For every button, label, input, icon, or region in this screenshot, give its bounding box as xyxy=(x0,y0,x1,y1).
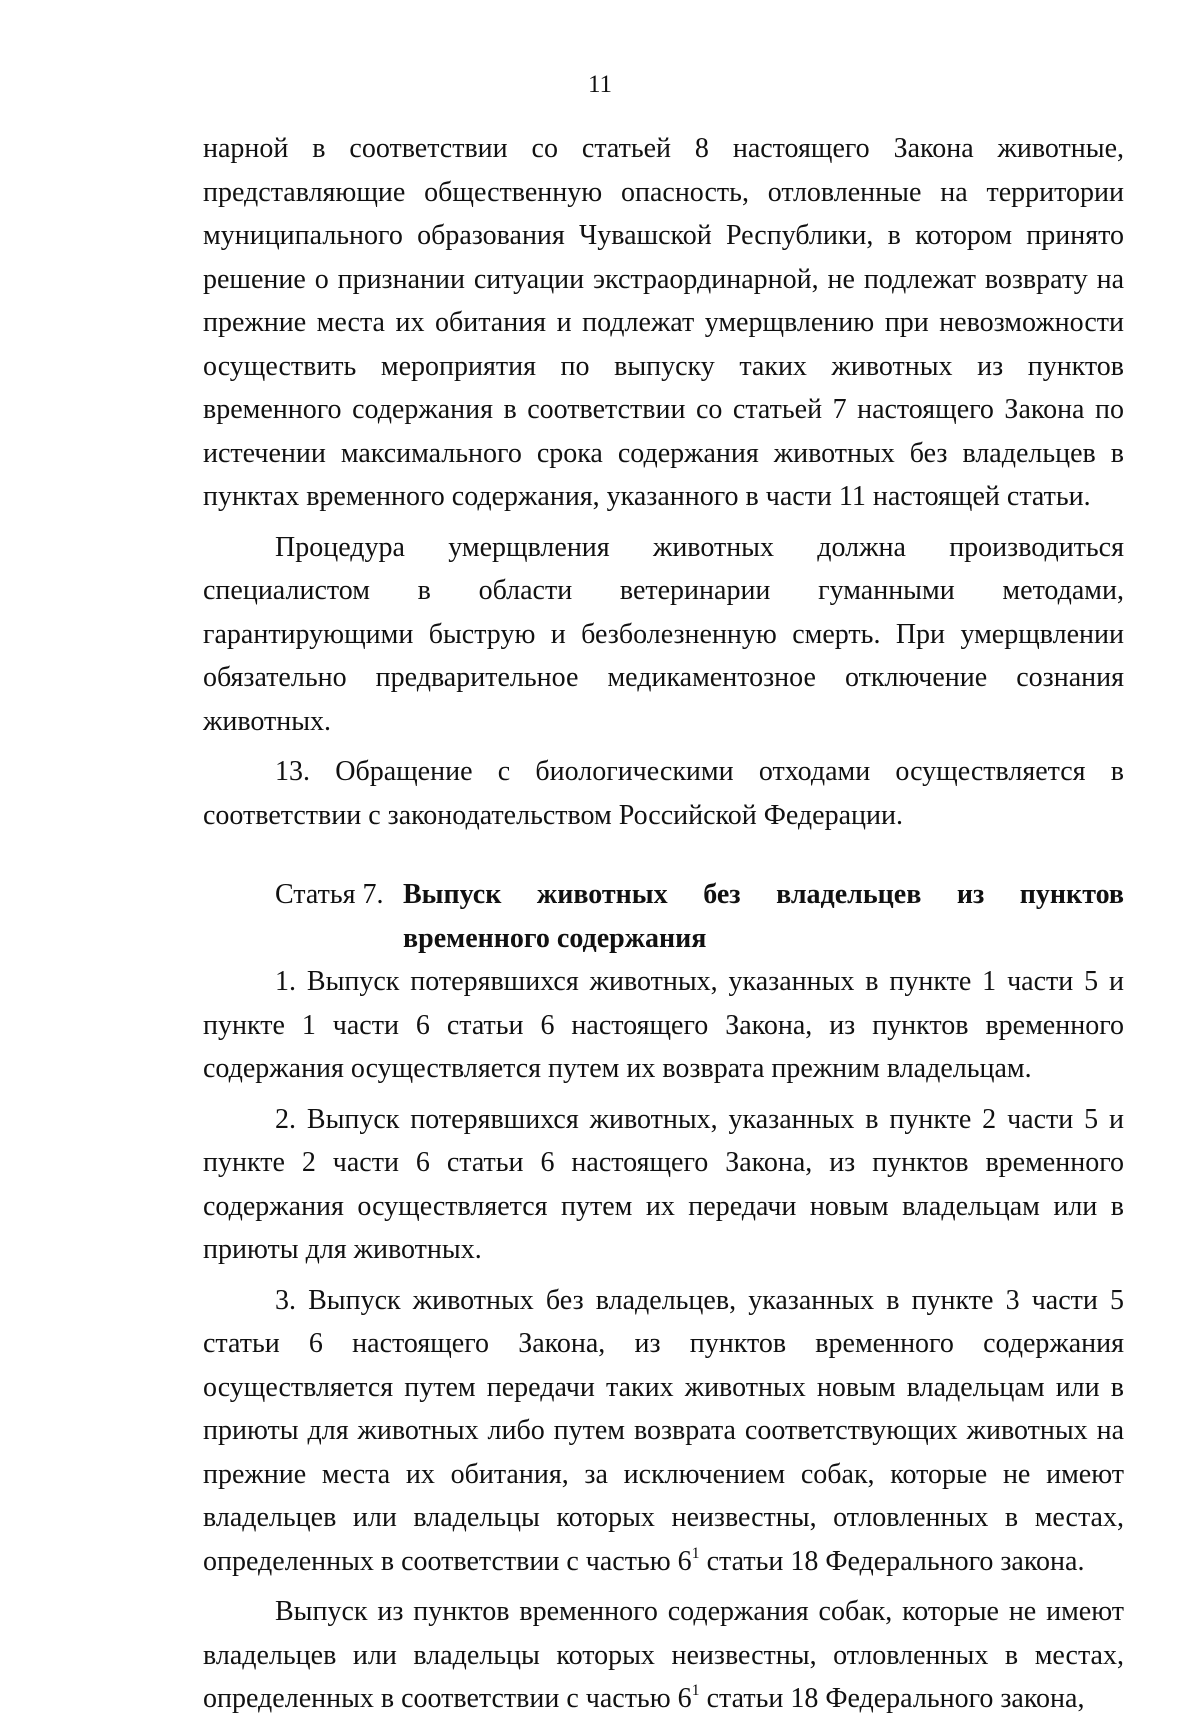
superscript: 1 xyxy=(691,1682,700,1699)
paragraph-13: 13. Обращение с биологическими отходами осуществляется в соответствии с законодательством Российской Федерации. xyxy=(203,756,1124,831)
paragraph-3-text-end: статьи 18 Федерального закона. xyxy=(699,1545,1085,1577)
article-heading xyxy=(203,873,1124,960)
paragraph-continuation: нарной в соответствии со статьей 8 настоящего Закона животные, представляющие общественную опасность, отловленные на территории муниципального образования Чувашской Республики, в котором принято решение о признании ситуации экстраординарной, не подлежат возврату на прежние места их обитания и подлежат умерщвлению при невозможности осуществить мероприятия по выпуску таких животных из пунктов временного содержания в соответствии со статьей 7 настоящего Закона по истечении максимального срока содержания животных без владельцев в пунктах временного содержания, указанного в части 11 настоящей статьи. xyxy=(203,133,1124,512)
article-7-paragraph-3 xyxy=(203,1279,1124,1584)
article-7-paragraph-1: 1. Выпуск потерявшихся животных, указанных в пункте 1 части 5 и пункте 1 части 6 статьи 6 настоящего Закона, из пунктов временного содержания осуществляется путем их возврата прежним владельцам. xyxy=(203,966,1124,1084)
page-number: 11 xyxy=(587,71,613,98)
paragraph-last-text-end: статьи 18 Федерального закона, xyxy=(699,1683,1085,1714)
article-7-paragraph-release-dogs xyxy=(203,1590,1124,1721)
article-7-paragraph-2: 2. Выпуск потерявшихся животных, указанных в пункте 2 части 5 и пункте 2 части 6 статьи 6 настоящего Закона, из пунктов временного содержания осуществляется путем их передачи новым владельцам или в приюты для животных. xyxy=(203,1103,1124,1265)
paragraph-euthanasia-procedure: Процедура умерщвления животных должна производиться специалистом в области ветеринарии гуманными методами, гарантирующими быструю и безболезненную смерть. При умерщвлении обязательно предварительное медикаментозное отключение сознания животных. xyxy=(203,531,1124,737)
superscript: 1 xyxy=(691,1544,700,1562)
article-label: Статья 7. xyxy=(275,879,384,910)
paragraph-3-text: 3. Выпуск животных без владельцев, указанных в пункте 3 части 5 статьи 6 настоящего Закона, из пунктов временного содержания осуществляется путем передачи таких животных новым владельцам или в приюты для животных либо путем возврата соответствующих животных на прежние места их обитания, за исключением собак, которые не имеют владельцев или владельцы которых неизвестны, отловленных в местах, определенных в соответствии с частью 6 xyxy=(203,1284,1124,1577)
article-title: Выпуск животных без владельцев из пунктов временного содержания xyxy=(403,879,1124,954)
paragraph-last-text: Выпуск из пунктов временного содержания собак, которые не имеют владельцев или владельцы которых неизвестны, отловленных в местах, определенных в соответствии с частью 6 xyxy=(203,1596,1124,1714)
document-body xyxy=(203,127,1124,1721)
